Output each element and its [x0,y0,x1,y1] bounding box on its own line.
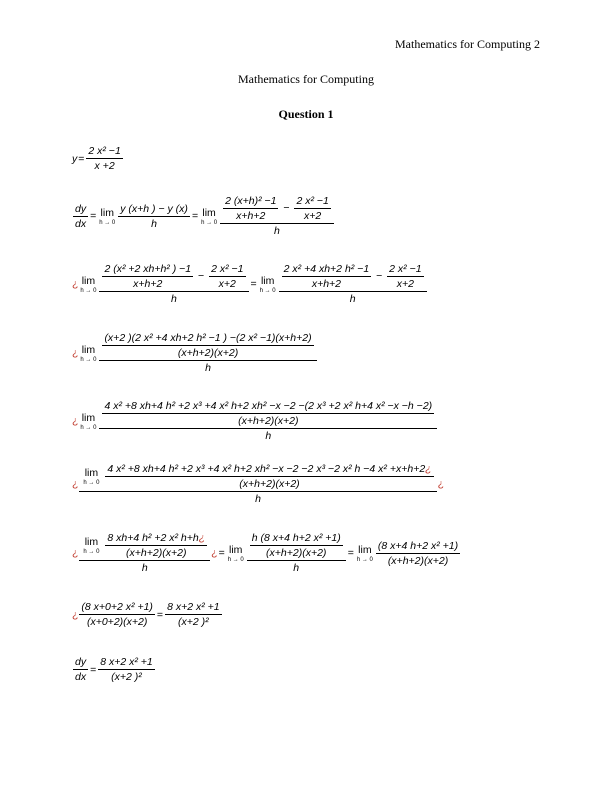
lim-subscript: h → 0 [80,424,97,431]
fraction [79,463,436,505]
equals-sign: = [90,663,97,676]
denominator: (x+h+2)(x+2) [126,547,187,559]
fraction [105,532,207,559]
fraction [79,532,210,574]
limit-operator [83,467,99,486]
equals-sign: = [218,547,225,559]
numerator: (8 x+0+2 x² +1) [81,601,153,613]
fraction [99,400,437,442]
denominator: x+2 [396,278,414,290]
equals-sign: = [90,210,97,222]
denominator: dx [75,217,87,230]
equation-step-3 [72,332,318,374]
fraction [102,400,434,427]
lim-label: lim [81,411,96,424]
equals-sign: = [347,547,354,559]
equation-final [72,656,156,683]
fraction [102,332,313,359]
denominator: x+2 [304,210,322,222]
lim-subscript: h → 0 [201,219,218,226]
lim-subscript: h → 0 [227,556,244,563]
equation-derivative-definition [72,195,335,237]
lim-label: lim [84,536,99,548]
lim-label: lim [100,206,114,219]
fraction [294,195,330,222]
fraction [98,656,155,683]
limit-operator [201,207,217,226]
limit-operator [357,544,373,563]
equals-sign: = [156,608,164,621]
error-glyph: ¿ [437,478,445,490]
fraction-dydx [73,203,88,230]
lim-subscript: h → 0 [80,287,97,294]
denominator: h [205,362,211,374]
numerator: 4 x² +8 xh+4 h² +2 x³ +4 x² h+2 xh² −x −2 −(2 x³ +2 x² h+4 x² −x −h −2) [104,400,433,412]
limit-operator [80,275,96,294]
numerator: (8 x+4 h+2 x² +1) [377,539,459,552]
denominator: h [349,293,356,305]
numerator [247,532,346,561]
fraction [250,532,343,559]
fraction [387,263,423,290]
denominator: h [293,562,300,574]
fraction [376,540,460,567]
fraction [79,601,155,628]
denominator: h [274,225,280,237]
error-glyph: ¿ [72,415,79,427]
numerator: 2 x² −1 [88,145,121,157]
numerator [79,463,436,492]
denominator: (x+h+2)(x+2) [387,554,449,567]
numerator: dy [75,202,87,215]
numerator [79,532,210,561]
minus-sign: − [283,202,290,215]
error-glyph: ¿ [72,347,79,359]
error-glyph: ¿ [72,278,79,290]
denominator: (x+2 )² [111,671,142,683]
numerator: h (8 x+4 h+2 x² +1) [251,532,341,544]
fraction-dydx [73,656,88,683]
denominator: h [141,562,148,574]
denominator: (x+h+2)(x+2) [266,547,327,559]
fraction [86,145,122,172]
numerator [279,263,427,292]
lim-subscript: h → 0 [99,219,116,226]
denominator: h [265,430,272,442]
denominator: dx [75,671,87,683]
expression: 8 xh+4 h² +2 x² h+h [107,532,199,544]
lim-label: lim [358,543,372,556]
numerator: 2 (x² +2 xh+h² ) −1 [104,263,192,275]
fraction [102,263,193,290]
equation-step-6 [72,532,461,574]
equals-sign: = [191,210,199,222]
fraction [220,195,334,237]
lim-subscript: h → 0 [356,556,373,563]
numerator: 2 x² −1 [389,263,422,275]
numerator [99,263,248,292]
numerator: 2 x² −1 [211,263,244,275]
numerator: y (x+h ) − y (x) [120,202,188,215]
numerator: 2 x² −1 [296,195,329,207]
minus-sign: − [376,270,383,283]
equation-step-7 [72,601,223,628]
limit-operator [80,412,96,431]
lim-label: lim [229,543,243,556]
limit-operator [80,344,96,363]
numerator: 2 (x+h)² −1 [225,195,277,207]
limit-operator [99,207,115,226]
denominator: x +2 [94,160,115,172]
minus-sign: − [198,270,205,283]
fraction [279,263,427,305]
denominator: (x+0+2)(x+2) [86,616,148,628]
error-glyph: ¿ [72,608,79,621]
lim-label: lim [202,206,216,219]
fraction [209,263,245,290]
numerator: dy [75,656,87,668]
lim-label: lim [84,467,99,479]
running-head: Mathematics for Computing 2 [395,37,540,51]
equation-step-4 [72,400,438,442]
question-title: Question 1 [278,107,334,121]
var-y: y [72,152,78,165]
numerator: 2 x² +4 xh+2 h² −1 [283,263,370,275]
error-glyph: ¿ [211,547,218,559]
lim-subscript: h → 0 [80,356,97,363]
error-glyph: ¿ [198,532,206,544]
lim-subscript: h → 0 [83,549,100,555]
fraction [223,195,278,222]
error-glyph: ¿ [425,463,432,475]
fraction [105,463,433,490]
numerator [105,463,433,477]
denominator: (x+h+2)(x+2) [238,415,299,427]
denominator: (x+h+2)(x+2) [177,347,239,359]
numerator [99,332,316,361]
numerator: 8 x+2 x² +1 [167,601,220,613]
denominator: (x+2 )² [178,616,209,628]
lim-subscript: h → 0 [259,287,276,294]
numerator [220,195,334,224]
limit-operator [83,536,99,555]
denominator: h [171,293,177,305]
document-title: Mathematics for Computing [238,72,374,86]
equals-sign: = [250,278,257,290]
denominator: h [255,493,261,505]
numerator [99,400,437,429]
lim-label: lim [260,274,275,287]
error-glyph: ¿ [72,478,79,490]
numerator [105,532,207,546]
denominator: h [151,217,158,230]
denominator: x+h+2 [311,278,342,290]
denominator: x+h+2 [133,278,163,290]
denominator: x+h+2 [236,210,266,222]
denominator: x+2 [218,278,236,290]
fraction [99,332,316,374]
limit-operator [260,275,276,294]
lim-subscript: h → 0 [83,480,100,486]
numerator: 8 x+2 x² +1 [100,656,153,668]
fraction [118,203,190,230]
fraction [247,532,346,574]
equation-step-2 [72,263,428,305]
equals-sign: = [78,152,85,165]
numerator: (x+2 )(2 x² +4 xh+2 h² −1 ) −(2 x² −1)(x+h+2) [104,332,312,344]
lim-label: lim [81,343,96,356]
equation-y [72,145,124,172]
lim-label: lim [81,274,96,287]
limit-operator [228,544,244,563]
fraction [165,601,222,628]
denominator: (x+h+2)(x+2) [239,478,300,490]
fraction [282,263,372,290]
fraction [99,263,248,305]
expression: 4 x² +8 xh+4 h² +2 x³ +4 x² h+2 xh² −x −2 −2 x³ −2 x² h −4 x² +x+h+2 [107,463,426,475]
equation-step-5 [72,463,444,505]
error-glyph: ¿ [72,547,79,559]
